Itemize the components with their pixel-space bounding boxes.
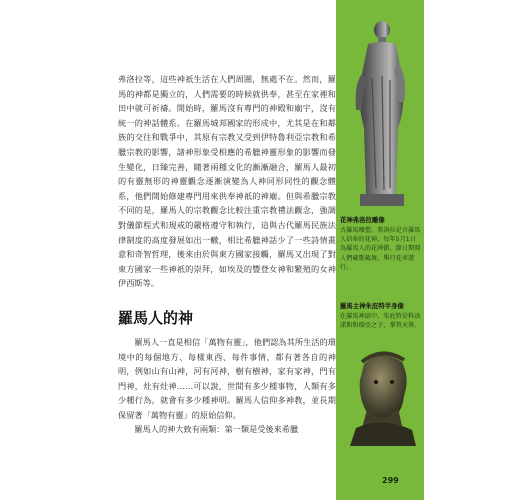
section-heading: 羅馬人的神 bbox=[118, 308, 194, 327]
main-text-column bbox=[118, 72, 336, 437]
article-paragraph: 羅馬人一直是相信「萬物有靈」，他們認為其所生活的環境中的每個地方、每樣東西、每件事情，都有著各自的神明，例如山有山神，河有河神，樹有樹神，家有家神，門有門神，灶有灶神……可以說，世間有多少種事物，人類有多少種行為，就會有多少種神明。羅馬人信仰多神教，並長期保留著「萬物有靈」的原始信仰。 bbox=[118, 336, 336, 420]
jupiter-bust-image bbox=[342, 344, 422, 446]
article-paragraph: 羅馬人的神大致有兩類：第一類是受後來希臘 bbox=[134, 424, 299, 435]
statue-caption-body: 古羅馬雕塑，弗洛拉是古羅馬人信奉的花神，每年5月1日為羅馬人的花神節，節日期間人們載歌載舞，舉行花車遊行。 bbox=[340, 227, 421, 271]
article-paragraph: 弗洛拉等，這些神祇生活在人們周圍，無處不在。然而，羅馬的神都是獨立的，人們需要的時候就供奉，甚至在家裡和田中就可祈禱。開始時，羅馬沒有專門的神殿和廟宇，沒有統一的神話體系。在羅馬城邦國家的形成中，尤其是在和鄰族的交往和戰爭中，其原有宗教又受到伊特魯利亞宗教和希臘宗教的影響，諸神形象受相應的希臘神靈形象的影響而發生變化，日臻完善，隨著兩種文化的漸漸融合，羅馬人最初的有靈無形的神靈觀念逐漸演變為人神同形同性的觀念體系，他們開始修建專門用來供奉神祇的神廟。但與希臘宗教不同的是，羅馬人的宗教觀念比較注重宗教禮法觀念，強調對儀節程式和規戒的嚴格遵守和執行，這與古代羅馬民族法律制度的高度發展如出一轍，相比希臘神話少了一些詩情畫意和奇智哲理，後來由於與東方國家接觸，羅馬又出現了對東方國家一些神祇的崇拜，如埃及的豐登女神和繁殖的女神伊西斯等。 bbox=[118, 74, 336, 289]
page-number: 299 bbox=[382, 476, 399, 485]
bust-caption-title: 羅馬主神朱庇特半身像 bbox=[340, 302, 404, 310]
bust-caption-body: 在羅馬神話中，朱庇特是科洛諾斯和瑞亞之子，掌管天界。 bbox=[340, 313, 421, 330]
green-sidebar bbox=[336, 0, 424, 500]
flora-statue-image bbox=[346, 18, 416, 212]
statue-caption-title: 花神弗洛拉雕像 bbox=[340, 216, 385, 224]
